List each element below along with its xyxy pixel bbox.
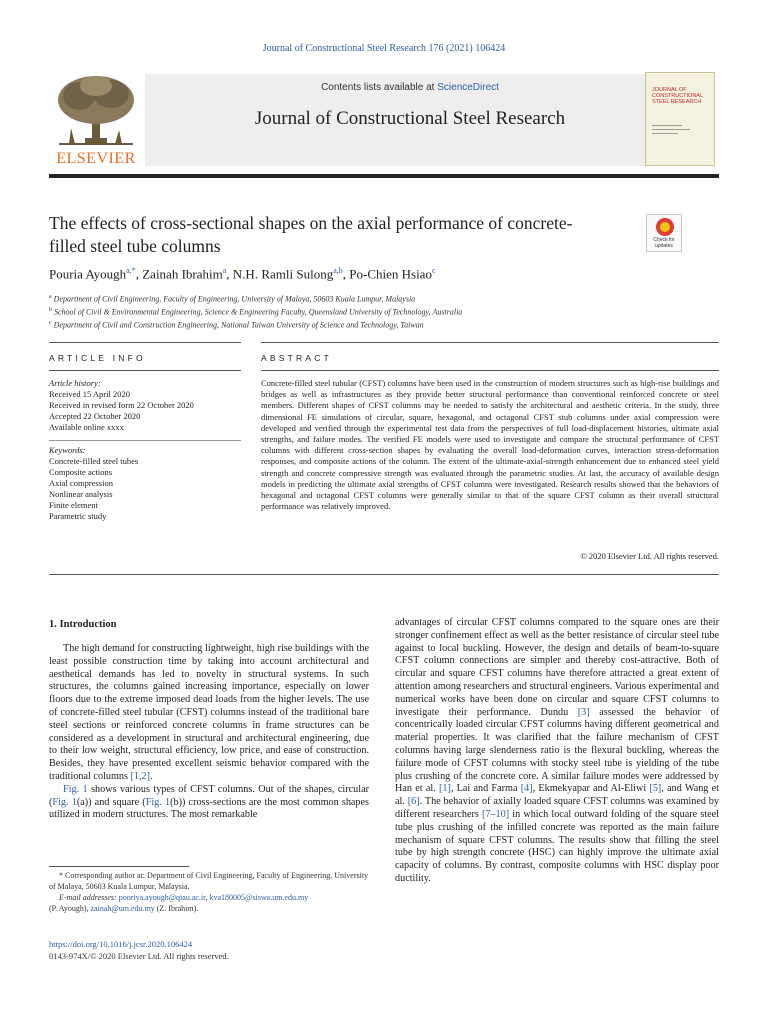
journal-cover-thumbnail[interactable] [645, 72, 715, 166]
author-name[interactable]: Po-Chien Hsiao [349, 266, 432, 282]
author-affil-mark[interactable]: a,b [333, 266, 343, 275]
keywords-label: Keywords: [49, 445, 86, 455]
affiliation-item [49, 305, 719, 318]
article-info-heading: ARTICLE INFO [49, 353, 146, 363]
paragraph-text: . [150, 770, 153, 782]
figure-link[interactable]: Fig. 1 [145, 796, 171, 808]
keyword-item: Finite element [49, 500, 98, 510]
history-label: Article history: [49, 378, 101, 388]
affiliation-mark: c [49, 320, 52, 327]
figure-link[interactable]: Fig. 1 [63, 783, 88, 795]
tree-icon [49, 72, 143, 150]
masthead-band [145, 74, 675, 166]
cover-decoration [652, 125, 682, 126]
author-name[interactable]: N.H. Ramli Sulong [232, 266, 334, 282]
elsevier-wordmark: ELSEVIER [56, 150, 136, 167]
cover-decoration [652, 133, 678, 134]
email-link[interactable]: zainah@um.edu.my [90, 904, 155, 913]
affiliation-text: Department of Civil Engineering, Faculty of Engineering, University of Malaya, 50603 Kuala Lumpur, Malaysia [53, 294, 416, 304]
history-item: Received 15 April 2020 [49, 389, 130, 399]
sciencedirect-link[interactable]: ScienceDirect [437, 82, 499, 93]
email-line [49, 903, 369, 914]
history-item: Received in revised form 22 October 2020 [49, 400, 194, 410]
figure-link[interactable]: Fig. 1 [52, 796, 77, 808]
keyword-item: Concrete-filled steel tubes [49, 456, 139, 466]
paragraph-text: assessed the behavior of concentrically loaded circular CFST columns having different geometrical and material properties. It was clarified that the failure mechanism of CFST columns having large slenderness ratio is the flexural buckling, whereas the failure mode of CFST columns with stocky steel tube is yielding of the tube plus crushing of the concrete core. A similar failure modes were addressed by Han et al. [395, 706, 719, 795]
author-sep: , [342, 266, 350, 282]
citation-link[interactable]: [1,2] [130, 770, 151, 782]
history-item: Available online xxxx [49, 422, 124, 432]
affiliation-mark: b [49, 307, 52, 314]
author-affil-mark[interactable]: c [431, 266, 436, 275]
paragraph-text: The high demand for constructing lightweight, high rise buildings with the least possible construction time by taking into account architectural and aesthetical demands has led to novelty in structural systems. In such structures, the columns gained increasing importance, especially on lower floors due to the extreme imposed dead loads from the higher levels. The use of concrete-filled steel tubular (CFST) columns instead of the traditional bare steel sections or reinforced concrete columns in frame structures can be considered as a development in structural and architectural engineering, due to their low weight, structural efficiency, low price, and ease of construction. Besides, they have presented excellent seismic behavior compared with the traditional columns [49, 643, 369, 782]
divider [49, 342, 241, 343]
paragraph-text: (a)) and square ( [76, 796, 146, 808]
paragraph [49, 784, 369, 822]
keyword-item: Composite actions [49, 467, 113, 477]
author-affil-mark[interactable]: a [222, 266, 227, 275]
divider [49, 370, 241, 371]
paragraph-text: advantages of circular CFST columns compared to the square ones are their stronger confinement effect as well as the better resistance of circular steel tube against to local buckling. However, the design and details of beam-to-square CFST column connections are simpler and thereby cost-attractive. Both of circular and square CFST columns have therefore attracted a great extent of attention among researchers and structural engineers. Various experimental and numerical works have been done on circular and square CFST columns to investigate their performance. Dundu [395, 617, 719, 718]
right-column [395, 617, 719, 886]
affiliation-text: School of Civil & Environmental Engineering, Science & Engineering Faculty, Queensland University of Technology, Australia [54, 307, 463, 317]
email-link[interactable]: kva180005@siswa.um.edu.my [209, 893, 309, 902]
paragraph-text: . The behavior of axially loaded square CFST columns was examined by different researchers [395, 796, 719, 820]
author-sep: , [135, 266, 143, 282]
journal-name[interactable]: Journal of Constructional Steel Research [254, 108, 566, 129]
check-for-updates-badge[interactable] [646, 214, 682, 252]
journal-citation[interactable]: Journal of Constructional Steel Research 176 (2021) 106424 [262, 43, 506, 54]
paragraph-text: , and Wang et al. [395, 783, 720, 808]
cover-decoration [652, 129, 690, 130]
elsevier-tree-logo [49, 72, 143, 168]
paragraph-text: (b)) cross-sections are the most common shapes utilized in modern structures. The most remarkable [49, 796, 370, 821]
section-heading-introduction: 1. Introduction [49, 619, 117, 630]
paragraph [49, 643, 369, 784]
email-sep: , [205, 893, 210, 902]
masthead-divider [49, 174, 719, 178]
contents-prefix: Contents lists available at [321, 82, 438, 93]
doi-footer [49, 939, 229, 962]
keyword-item: Parametric study [49, 511, 107, 521]
citation-link[interactable]: [1] [438, 783, 451, 795]
check-for-updates-label: Check for updates [653, 237, 675, 249]
issn-line: 0143-974X/© 2020 Elsevier Ltd. All rights reserved. [49, 950, 229, 961]
author-name[interactable]: Pouria Ayough [49, 266, 127, 282]
history-item: Accepted 22 October 2020 [49, 411, 141, 421]
divider [261, 370, 719, 371]
email-label: E-mail addresses: [59, 893, 119, 902]
affiliation-item [49, 318, 719, 331]
email-line [49, 892, 369, 903]
paragraph-text: shows various types of CFST columns. Out of the shapes, circular ( [49, 783, 369, 808]
paragraph [395, 617, 719, 886]
corresponding-author-footnote [49, 870, 369, 914]
email-owner: (P. Ayough), [49, 904, 91, 913]
email-owner: (Z. Ibrahim). [154, 904, 199, 913]
article-title: The effects of cross-sectional shapes on the axial performance of concrete-filled steel tube columns [49, 213, 573, 256]
affiliations [49, 292, 719, 331]
keyword-item: Axial compression [49, 478, 113, 488]
article-history [49, 378, 241, 433]
citation-link[interactable]: [5] [649, 783, 662, 795]
abstract-copyright: © 2020 Elsevier Ltd. All rights reserved. [580, 551, 719, 561]
divider [49, 574, 719, 575]
crossmark-icon [656, 218, 674, 236]
keyword-item: Nonlinear analysis [49, 489, 113, 499]
author-affil-mark[interactable]: a,* [126, 266, 136, 275]
citation-link[interactable]: [7–10] [481, 808, 510, 820]
footnote-divider [49, 866, 189, 867]
citation-link[interactable]: [4] [520, 783, 533, 795]
paragraph-text: , Ekmekyapar and Al-Eliwi [532, 783, 650, 795]
journal-masthead [49, 72, 719, 168]
citation-link[interactable]: [3] [577, 706, 590, 718]
affiliation-item [49, 292, 719, 305]
affiliation-mark: a [49, 294, 52, 300]
citation-link[interactable]: [6] [407, 796, 420, 808]
abstract-text: Concrete-filled steel tubular (CFST) columns have been used in the construction of modern structures such as high-rise buildings and bridges as well as infrastructures as they provide better structural performance than conventional reinforced concrete or steel members. Different shapes of CFST columns may be needed to satisfy the architectural and aesthetic criteria. In the study, three dimensional FE simulations of circular, square, hexagonal, and octagonal CFST stub columns under axial compression were developed and verified through the experimental test data from the perspectives of full load-displacement histories, ultimate axial strengths, and failure modes. The verified FE models were used to investigate and compare the structural performance of CFST columns with different cross-section shapes by evaluating the overall load-deformation curves, interaction stress-deformation responses, and composite actions of the column. The extent of the ultimate-axial-strength enhancement due to enhanced steel yield strength and concrete compressive strength was evaluated through the parametric studies. At last, the accuracy of available design models in predicting the ultimate axial strengths of CFST columns were investigated. Research results showed that the behaviors of hexagonal and octagonal CFST columns were generally similar to that of the square CFST column as their overall structural performance was relatively improved. [261, 378, 719, 512]
left-column [49, 643, 369, 822]
affiliation-text: Department of Civil and Construction Engineering, National Taiwan University of Science and Technology, Taiwan [53, 320, 424, 330]
paragraph-text: in which local outward folding of the square steel tube plus crushing of the infilled concrete was reported as the main failure mechanism of square CFST columns. The results show that filling the steel tube by high strength concrete (HSC) can highly improve the ultimate axial capacity of columns. By contrast, composite columns with HSC display poor ductility. [395, 808, 719, 884]
author-list [49, 266, 719, 282]
doi-link[interactable]: https://doi.org/10.1016/j.jcsr.2020.106424 [49, 939, 193, 949]
author-name[interactable]: Zainah Ibrahim [142, 266, 223, 282]
author-sep: , [226, 266, 233, 282]
divider [49, 440, 241, 441]
abstract-heading: ABSTRACT [261, 353, 332, 363]
contents-line [145, 82, 675, 93]
corresponding-note: * Corresponding author at: Department of Civil Engineering, Faculty of Engineering, University of Malaya, 50603 Kuala Lumpur, Malaysia. [49, 871, 369, 891]
divider [261, 342, 719, 343]
paragraph-text: , Lai and Farma [450, 783, 521, 795]
keywords [49, 445, 241, 522]
email-link[interactable]: pooriya.ayough@qiau.ac.ir [118, 893, 206, 902]
cover-title: JOURNAL OF CONSTRUCTIONAL STEEL RESEARCH [652, 87, 703, 105]
